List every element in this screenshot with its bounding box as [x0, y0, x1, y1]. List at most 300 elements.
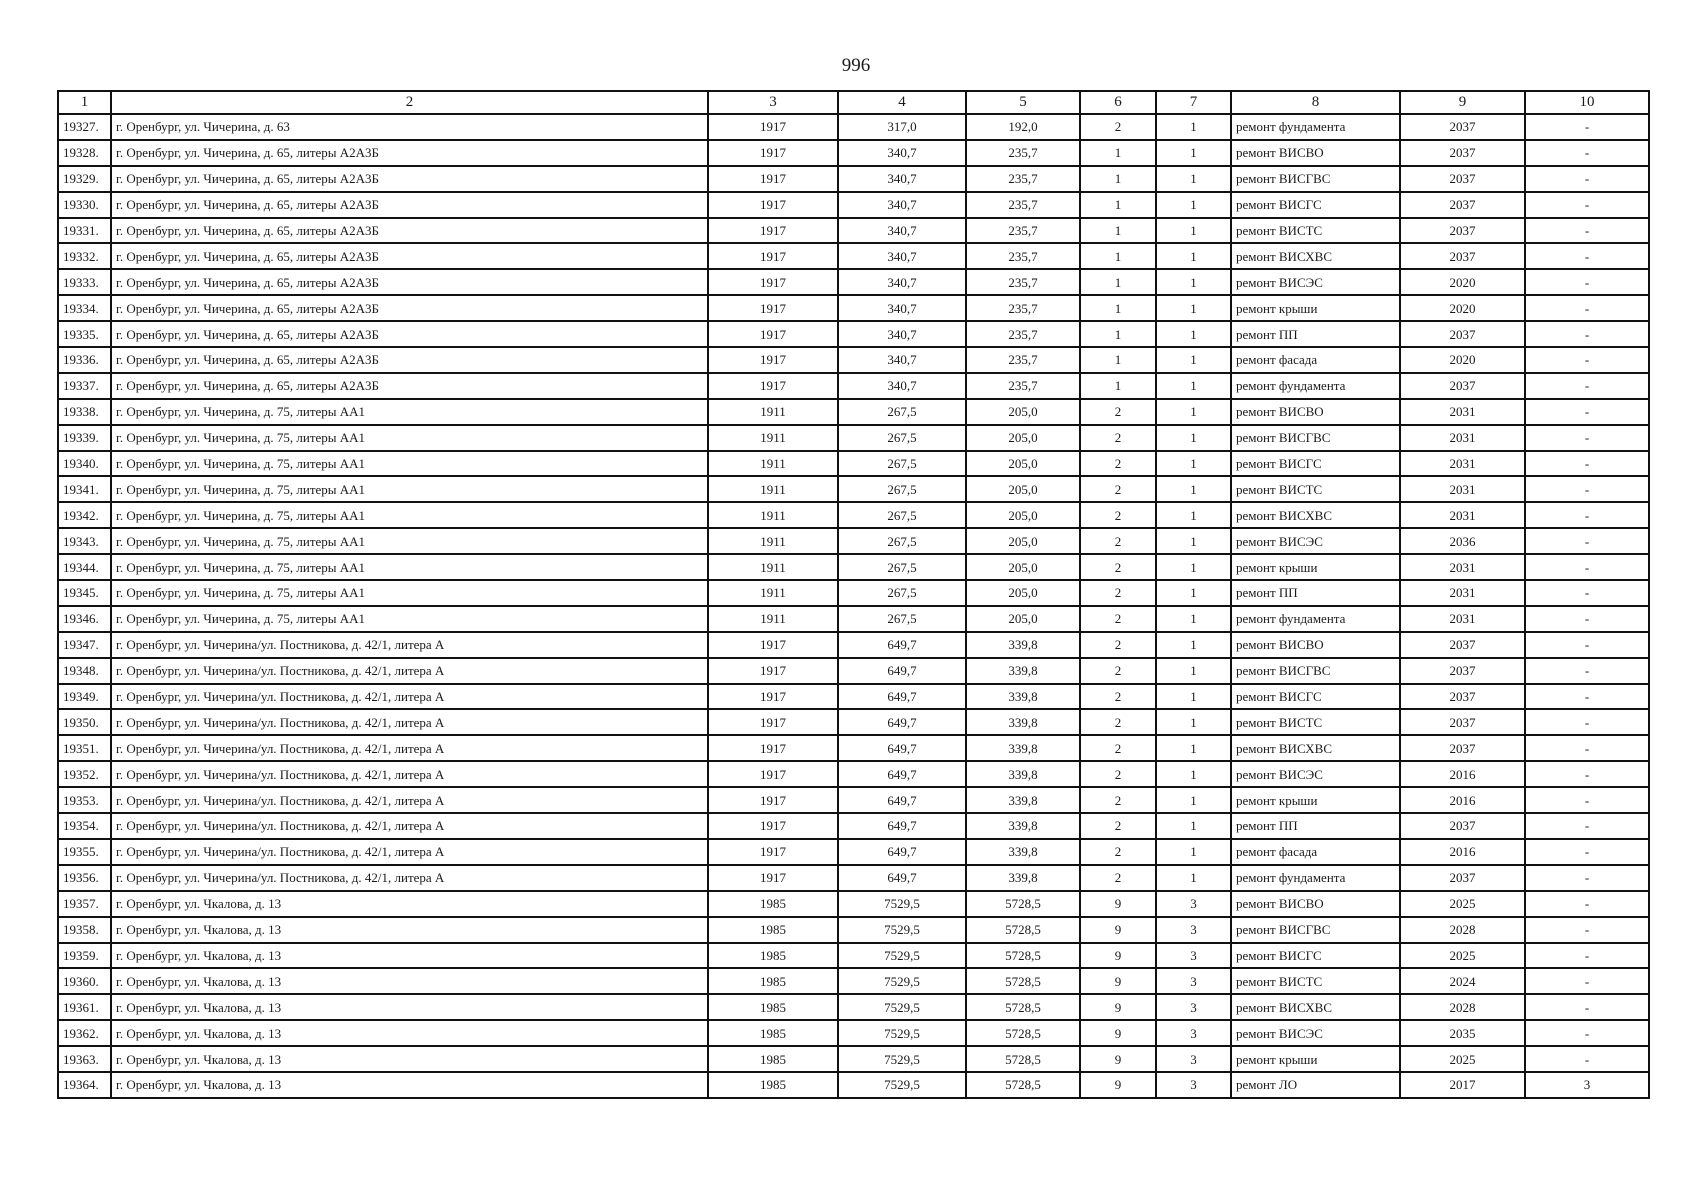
address-cell: г. Оренбург, ул. Чкалова, д. 13 [111, 943, 708, 969]
row-number-cell: 19352. [58, 761, 111, 787]
planned-year-cell: 2037 [1400, 321, 1525, 347]
living-area-cell: 5728,5 [966, 1020, 1080, 1046]
total-area-cell: 267,5 [838, 425, 966, 451]
address-cell: г. Оренбург, ул. Чичерина, д. 75, литеры АА1 [111, 476, 708, 502]
floors-cell: 2 [1080, 839, 1156, 865]
table-row [58, 658, 1649, 684]
living-area-cell: 235,7 [966, 243, 1080, 269]
address-cell: г. Оренбург, ул. Чичерина/ул. Постникова, д. 42/1, литера А [111, 658, 708, 684]
living-area-cell: 339,8 [966, 761, 1080, 787]
year-built-cell: 1917 [708, 166, 838, 192]
total-area-cell: 649,7 [838, 839, 966, 865]
year-built-cell: 1917 [708, 632, 838, 658]
table-row [58, 606, 1649, 632]
living-area-cell: 339,8 [966, 813, 1080, 839]
total-area-cell: 7529,5 [838, 968, 966, 994]
floors-cell: 2 [1080, 709, 1156, 735]
entrances-cell: 1 [1156, 269, 1231, 295]
table-row [58, 865, 1649, 891]
entrances-cell: 1 [1156, 399, 1231, 425]
entrances-cell: 3 [1156, 943, 1231, 969]
address-cell: г. Оренбург, ул. Чичерина, д. 65, литеры А2А3Б [111, 166, 708, 192]
header-col-6: 6 [1080, 91, 1156, 114]
planned-year-cell: 2037 [1400, 373, 1525, 399]
row-number-cell: 19364. [58, 1072, 111, 1098]
table-row [58, 891, 1649, 917]
entrances-cell: 1 [1156, 787, 1231, 813]
table-row [58, 347, 1649, 373]
living-area-cell: 5728,5 [966, 1072, 1080, 1098]
row-number-cell: 19346. [58, 606, 111, 632]
address-cell: г. Оренбург, ул. Чичерина/ул. Постникова, д. 42/1, литера А [111, 709, 708, 735]
value-10-cell: - [1525, 839, 1649, 865]
total-area-cell: 7529,5 [838, 917, 966, 943]
floors-cell: 9 [1080, 917, 1156, 943]
repair-type-cell: ремонт ВИСВО [1231, 399, 1400, 425]
value-10-cell: - [1525, 218, 1649, 244]
repair-type-cell: ремонт ВИСЭС [1231, 269, 1400, 295]
year-built-cell: 1911 [708, 502, 838, 528]
address-cell: г. Оренбург, ул. Чичерина/ул. Постникова, д. 42/1, литера А [111, 813, 708, 839]
table-row [58, 1020, 1649, 1046]
row-number-cell: 19329. [58, 166, 111, 192]
year-built-cell: 1917 [708, 192, 838, 218]
table-row [58, 476, 1649, 502]
table-row [58, 761, 1649, 787]
total-area-cell: 649,7 [838, 761, 966, 787]
header-col-5: 5 [966, 91, 1080, 114]
table-row [58, 813, 1649, 839]
row-number-cell: 19331. [58, 218, 111, 244]
address-cell: г. Оренбург, ул. Чичерина/ул. Постникова, д. 42/1, литера А [111, 865, 708, 891]
table-row [58, 399, 1649, 425]
entrances-cell: 1 [1156, 580, 1231, 606]
planned-year-cell: 2031 [1400, 399, 1525, 425]
row-number-cell: 19328. [58, 140, 111, 166]
floors-cell: 1 [1080, 192, 1156, 218]
total-area-cell: 340,7 [838, 295, 966, 321]
living-area-cell: 5728,5 [966, 891, 1080, 917]
table-body [58, 114, 1649, 1098]
page-number: 996 [841, 55, 871, 76]
total-area-cell: 649,7 [838, 865, 966, 891]
entrances-cell: 1 [1156, 425, 1231, 451]
year-built-cell: 1917 [708, 787, 838, 813]
header-col-9: 9 [1400, 91, 1525, 114]
planned-year-cell: 2031 [1400, 425, 1525, 451]
value-10-cell: - [1525, 761, 1649, 787]
floors-cell: 1 [1080, 347, 1156, 373]
table-row [58, 243, 1649, 269]
value-10-cell: - [1525, 658, 1649, 684]
year-built-cell: 1917 [708, 114, 838, 140]
year-built-cell: 1917 [708, 347, 838, 373]
living-area-cell: 5728,5 [966, 917, 1080, 943]
floors-cell: 2 [1080, 658, 1156, 684]
row-number-cell: 19348. [58, 658, 111, 684]
address-cell: г. Оренбург, ул. Чкалова, д. 13 [111, 994, 708, 1020]
header-row [58, 91, 1649, 114]
repair-type-cell: ремонт фундамента [1231, 373, 1400, 399]
year-built-cell: 1911 [708, 606, 838, 632]
table-row [58, 451, 1649, 477]
entrances-cell: 3 [1156, 1072, 1231, 1098]
planned-year-cell: 2025 [1400, 1046, 1525, 1072]
value-10-cell: - [1525, 166, 1649, 192]
row-number-cell: 19343. [58, 528, 111, 554]
total-area-cell: 649,7 [838, 684, 966, 710]
value-10-cell: - [1525, 943, 1649, 969]
year-built-cell: 1911 [708, 528, 838, 554]
row-number-cell: 19357. [58, 891, 111, 917]
planned-year-cell: 2031 [1400, 580, 1525, 606]
total-area-cell: 340,7 [838, 192, 966, 218]
value-10-cell: - [1525, 451, 1649, 477]
repair-type-cell: ремонт фасада [1231, 839, 1400, 865]
address-cell: г. Оренбург, ул. Чичерина/ул. Постникова, д. 42/1, литера А [111, 684, 708, 710]
year-built-cell: 1985 [708, 1046, 838, 1072]
planned-year-cell: 2028 [1400, 917, 1525, 943]
entrances-cell: 3 [1156, 968, 1231, 994]
planned-year-cell: 2036 [1400, 528, 1525, 554]
planned-year-cell: 2020 [1400, 347, 1525, 373]
value-10-cell: - [1525, 1020, 1649, 1046]
entrances-cell: 1 [1156, 347, 1231, 373]
floors-cell: 1 [1080, 269, 1156, 295]
row-number-cell: 19336. [58, 347, 111, 373]
floors-cell: 9 [1080, 1072, 1156, 1098]
row-number-cell: 19351. [58, 735, 111, 761]
row-number-cell: 19342. [58, 502, 111, 528]
address-cell: г. Оренбург, ул. Чичерина, д. 75, литеры АА1 [111, 399, 708, 425]
entrances-cell: 3 [1156, 891, 1231, 917]
year-built-cell: 1917 [708, 321, 838, 347]
year-built-cell: 1917 [708, 684, 838, 710]
total-area-cell: 340,7 [838, 140, 966, 166]
living-area-cell: 339,8 [966, 787, 1080, 813]
entrances-cell: 1 [1156, 606, 1231, 632]
address-cell: г. Оренбург, ул. Чичерина, д. 65, литеры А2А3Б [111, 347, 708, 373]
address-cell: г. Оренбург, ул. Чичерина, д. 63 [111, 114, 708, 140]
address-cell: г. Оренбург, ул. Чичерина, д. 75, литеры АА1 [111, 425, 708, 451]
floors-cell: 2 [1080, 761, 1156, 787]
living-area-cell: 235,7 [966, 218, 1080, 244]
row-number-cell: 19360. [58, 968, 111, 994]
living-area-cell: 5728,5 [966, 1046, 1080, 1072]
total-area-cell: 267,5 [838, 606, 966, 632]
row-number-cell: 19358. [58, 917, 111, 943]
entrances-cell: 3 [1156, 994, 1231, 1020]
table-row [58, 114, 1649, 140]
planned-year-cell: 2037 [1400, 192, 1525, 218]
living-area-cell: 235,7 [966, 192, 1080, 218]
row-number-cell: 19363. [58, 1046, 111, 1072]
planned-year-cell: 2037 [1400, 632, 1525, 658]
value-10-cell: - [1525, 994, 1649, 1020]
living-area-cell: 205,0 [966, 554, 1080, 580]
table-row [58, 321, 1649, 347]
planned-year-cell: 2037 [1400, 813, 1525, 839]
total-area-cell: 649,7 [838, 735, 966, 761]
row-number-cell: 19345. [58, 580, 111, 606]
header-col-10: 10 [1525, 91, 1649, 114]
repair-type-cell: ремонт фундамента [1231, 114, 1400, 140]
address-cell: г. Оренбург, ул. Чичерина/ул. Постникова, д. 42/1, литера А [111, 761, 708, 787]
living-area-cell: 235,7 [966, 140, 1080, 166]
floors-cell: 2 [1080, 813, 1156, 839]
total-area-cell: 340,7 [838, 218, 966, 244]
row-number-cell: 19347. [58, 632, 111, 658]
planned-year-cell: 2031 [1400, 451, 1525, 477]
year-built-cell: 1985 [708, 917, 838, 943]
living-area-cell: 235,7 [966, 321, 1080, 347]
value-10-cell: - [1525, 968, 1649, 994]
address-cell: г. Оренбург, ул. Чичерина, д. 65, литеры А2А3Б [111, 218, 708, 244]
row-number-cell: 19356. [58, 865, 111, 891]
address-cell: г. Оренбург, ул. Чичерина, д. 75, литеры АА1 [111, 451, 708, 477]
value-10-cell: - [1525, 684, 1649, 710]
year-built-cell: 1985 [708, 1020, 838, 1046]
address-cell: г. Оренбург, ул. Чкалова, д. 13 [111, 1020, 708, 1046]
value-10-cell: - [1525, 269, 1649, 295]
planned-year-cell: 2031 [1400, 502, 1525, 528]
floors-cell: 1 [1080, 321, 1156, 347]
row-number-cell: 19344. [58, 554, 111, 580]
total-area-cell: 7529,5 [838, 1020, 966, 1046]
address-cell: г. Оренбург, ул. Чичерина, д. 65, литеры А2А3Б [111, 140, 708, 166]
entrances-cell: 3 [1156, 1046, 1231, 1072]
repair-type-cell: ремонт ВИСГВС [1231, 917, 1400, 943]
year-built-cell: 1911 [708, 554, 838, 580]
year-built-cell: 1917 [708, 865, 838, 891]
living-area-cell: 235,7 [966, 373, 1080, 399]
year-built-cell: 1917 [708, 269, 838, 295]
address-cell: г. Оренбург, ул. Чичерина, д. 65, литеры А2А3Б [111, 243, 708, 269]
table-row [58, 787, 1649, 813]
repair-type-cell: ремонт ВИСХВС [1231, 994, 1400, 1020]
floors-cell: 2 [1080, 399, 1156, 425]
repair-type-cell: ремонт ВИСХВС [1231, 735, 1400, 761]
table-row [58, 917, 1649, 943]
repair-type-cell: ремонт фундамента [1231, 606, 1400, 632]
value-10-cell: - [1525, 606, 1649, 632]
header-col-4: 4 [838, 91, 966, 114]
repair-type-cell: ремонт фундамента [1231, 865, 1400, 891]
floors-cell: 1 [1080, 295, 1156, 321]
repair-type-cell: ремонт ВИСВО [1231, 891, 1400, 917]
living-area-cell: 339,8 [966, 839, 1080, 865]
living-area-cell: 205,0 [966, 528, 1080, 554]
planned-year-cell: 2016 [1400, 839, 1525, 865]
total-area-cell: 7529,5 [838, 891, 966, 917]
total-area-cell: 7529,5 [838, 943, 966, 969]
address-cell: г. Оренбург, ул. Чичерина, д. 65, литеры А2А3Б [111, 192, 708, 218]
living-area-cell: 235,7 [966, 295, 1080, 321]
planned-year-cell: 2024 [1400, 968, 1525, 994]
living-area-cell: 205,0 [966, 502, 1080, 528]
header-col-8: 8 [1231, 91, 1400, 114]
repair-type-cell: ремонт ВИСЭС [1231, 528, 1400, 554]
table-row [58, 735, 1649, 761]
year-built-cell: 1917 [708, 140, 838, 166]
planned-year-cell: 2031 [1400, 476, 1525, 502]
year-built-cell: 1911 [708, 451, 838, 477]
planned-year-cell: 2035 [1400, 1020, 1525, 1046]
floors-cell: 9 [1080, 994, 1156, 1020]
repair-type-cell: ремонт ВИСТС [1231, 476, 1400, 502]
repair-type-cell: ремонт фасада [1231, 347, 1400, 373]
total-area-cell: 340,7 [838, 347, 966, 373]
value-10-cell: - [1525, 813, 1649, 839]
planned-year-cell: 2037 [1400, 114, 1525, 140]
living-area-cell: 339,8 [966, 709, 1080, 735]
table-row [58, 968, 1649, 994]
address-cell: г. Оренбург, ул. Чичерина, д. 75, литеры АА1 [111, 554, 708, 580]
row-number-cell: 19349. [58, 684, 111, 710]
address-cell: г. Оренбург, ул. Чичерина, д. 75, литеры АА1 [111, 606, 708, 632]
value-10-cell: - [1525, 787, 1649, 813]
entrances-cell: 1 [1156, 321, 1231, 347]
total-area-cell: 267,5 [838, 451, 966, 477]
repair-type-cell: ремонт крыши [1231, 554, 1400, 580]
floors-cell: 1 [1080, 218, 1156, 244]
row-number-cell: 19338. [58, 399, 111, 425]
header-col-2: 2 [111, 91, 708, 114]
row-number-cell: 19330. [58, 192, 111, 218]
header-col-1: 1 [58, 91, 111, 114]
repair-type-cell: ремонт ВИСВО [1231, 632, 1400, 658]
address-cell: г. Оренбург, ул. Чкалова, д. 13 [111, 891, 708, 917]
row-number-cell: 19333. [58, 269, 111, 295]
living-area-cell: 235,7 [966, 347, 1080, 373]
entrances-cell: 1 [1156, 243, 1231, 269]
address-cell: г. Оренбург, ул. Чичерина/ул. Постникова, д. 42/1, литера А [111, 787, 708, 813]
total-area-cell: 649,7 [838, 632, 966, 658]
repair-type-cell: ремонт ВИСЭС [1231, 761, 1400, 787]
entrances-cell: 1 [1156, 373, 1231, 399]
repair-type-cell: ремонт ПП [1231, 813, 1400, 839]
year-built-cell: 1911 [708, 399, 838, 425]
floors-cell: 2 [1080, 528, 1156, 554]
address-cell: г. Оренбург, ул. Чкалова, д. 13 [111, 968, 708, 994]
floors-cell: 2 [1080, 425, 1156, 451]
address-cell: г. Оренбург, ул. Чичерина, д. 65, литеры А2А3Б [111, 269, 708, 295]
living-area-cell: 339,8 [966, 632, 1080, 658]
total-area-cell: 340,7 [838, 269, 966, 295]
row-number-cell: 19355. [58, 839, 111, 865]
year-built-cell: 1917 [708, 243, 838, 269]
living-area-cell: 205,0 [966, 606, 1080, 632]
entrances-cell: 1 [1156, 528, 1231, 554]
table-row [58, 425, 1649, 451]
repair-type-cell: ремонт ВИСГВС [1231, 658, 1400, 684]
planned-year-cell: 2016 [1400, 787, 1525, 813]
planned-year-cell: 2037 [1400, 735, 1525, 761]
value-10-cell: - [1525, 891, 1649, 917]
value-10-cell: - [1525, 502, 1649, 528]
floors-cell: 2 [1080, 451, 1156, 477]
year-built-cell: 1917 [708, 813, 838, 839]
living-area-cell: 5728,5 [966, 943, 1080, 969]
repair-type-cell: ремонт ЛО [1231, 1072, 1400, 1098]
year-built-cell: 1917 [708, 373, 838, 399]
total-area-cell: 7529,5 [838, 1072, 966, 1098]
table-row [58, 218, 1649, 244]
repair-type-cell: ремонт ВИСХВС [1231, 243, 1400, 269]
living-area-cell: 205,0 [966, 476, 1080, 502]
entrances-cell: 1 [1156, 502, 1231, 528]
row-number-cell: 19332. [58, 243, 111, 269]
living-area-cell: 339,8 [966, 865, 1080, 891]
year-built-cell: 1985 [708, 943, 838, 969]
address-cell: г. Оренбург, ул. Чичерина/ул. Постникова, д. 42/1, литера А [111, 839, 708, 865]
repair-type-cell: ремонт ПП [1231, 580, 1400, 606]
floors-cell: 9 [1080, 1046, 1156, 1072]
floors-cell: 2 [1080, 735, 1156, 761]
repair-type-cell: ремонт ВИСГВС [1231, 166, 1400, 192]
floors-cell: 2 [1080, 787, 1156, 813]
row-number-cell: 19339. [58, 425, 111, 451]
row-number-cell: 19354. [58, 813, 111, 839]
address-cell: г. Оренбург, ул. Чкалова, д. 13 [111, 1072, 708, 1098]
address-cell: г. Оренбург, ул. Чкалова, д. 13 [111, 917, 708, 943]
row-number-cell: 19335. [58, 321, 111, 347]
living-area-cell: 205,0 [966, 425, 1080, 451]
year-built-cell: 1985 [708, 1072, 838, 1098]
table-row [58, 269, 1649, 295]
total-area-cell: 7529,5 [838, 1046, 966, 1072]
planned-year-cell: 2037 [1400, 140, 1525, 166]
floors-cell: 2 [1080, 580, 1156, 606]
value-10-cell: - [1525, 321, 1649, 347]
entrances-cell: 1 [1156, 295, 1231, 321]
table-row [58, 1046, 1649, 1072]
address-cell: г. Оренбург, ул. Чичерина, д. 75, литеры АА1 [111, 580, 708, 606]
value-10-cell: - [1525, 347, 1649, 373]
row-number-cell: 19359. [58, 943, 111, 969]
address-cell: г. Оренбург, ул. Чичерина, д. 65, литеры А2А3Б [111, 373, 708, 399]
value-10-cell: - [1525, 735, 1649, 761]
table-row [58, 943, 1649, 969]
row-number-cell: 19327. [58, 114, 111, 140]
floors-cell: 2 [1080, 632, 1156, 658]
year-built-cell: 1917 [708, 735, 838, 761]
address-cell: г. Оренбург, ул. Чкалова, д. 13 [111, 1046, 708, 1072]
repair-type-cell: ремонт крыши [1231, 295, 1400, 321]
planned-year-cell: 2037 [1400, 658, 1525, 684]
header-col-7: 7 [1156, 91, 1231, 114]
living-area-cell: 235,7 [966, 269, 1080, 295]
entrances-cell: 1 [1156, 684, 1231, 710]
year-built-cell: 1917 [708, 709, 838, 735]
row-number-cell: 19353. [58, 787, 111, 813]
planned-year-cell: 2037 [1400, 865, 1525, 891]
repair-register-table [57, 90, 1650, 1099]
value-10-cell: 3 [1525, 1072, 1649, 1098]
repair-type-cell: ремонт ВИСТС [1231, 218, 1400, 244]
floors-cell: 2 [1080, 502, 1156, 528]
living-area-cell: 205,0 [966, 451, 1080, 477]
living-area-cell: 205,0 [966, 580, 1080, 606]
planned-year-cell: 2025 [1400, 891, 1525, 917]
entrances-cell: 1 [1156, 451, 1231, 477]
repair-type-cell: ремонт ВИСТС [1231, 709, 1400, 735]
floors-cell: 2 [1080, 476, 1156, 502]
floors-cell: 1 [1080, 243, 1156, 269]
floors-cell: 2 [1080, 865, 1156, 891]
floors-cell: 9 [1080, 1020, 1156, 1046]
entrances-cell: 1 [1156, 813, 1231, 839]
